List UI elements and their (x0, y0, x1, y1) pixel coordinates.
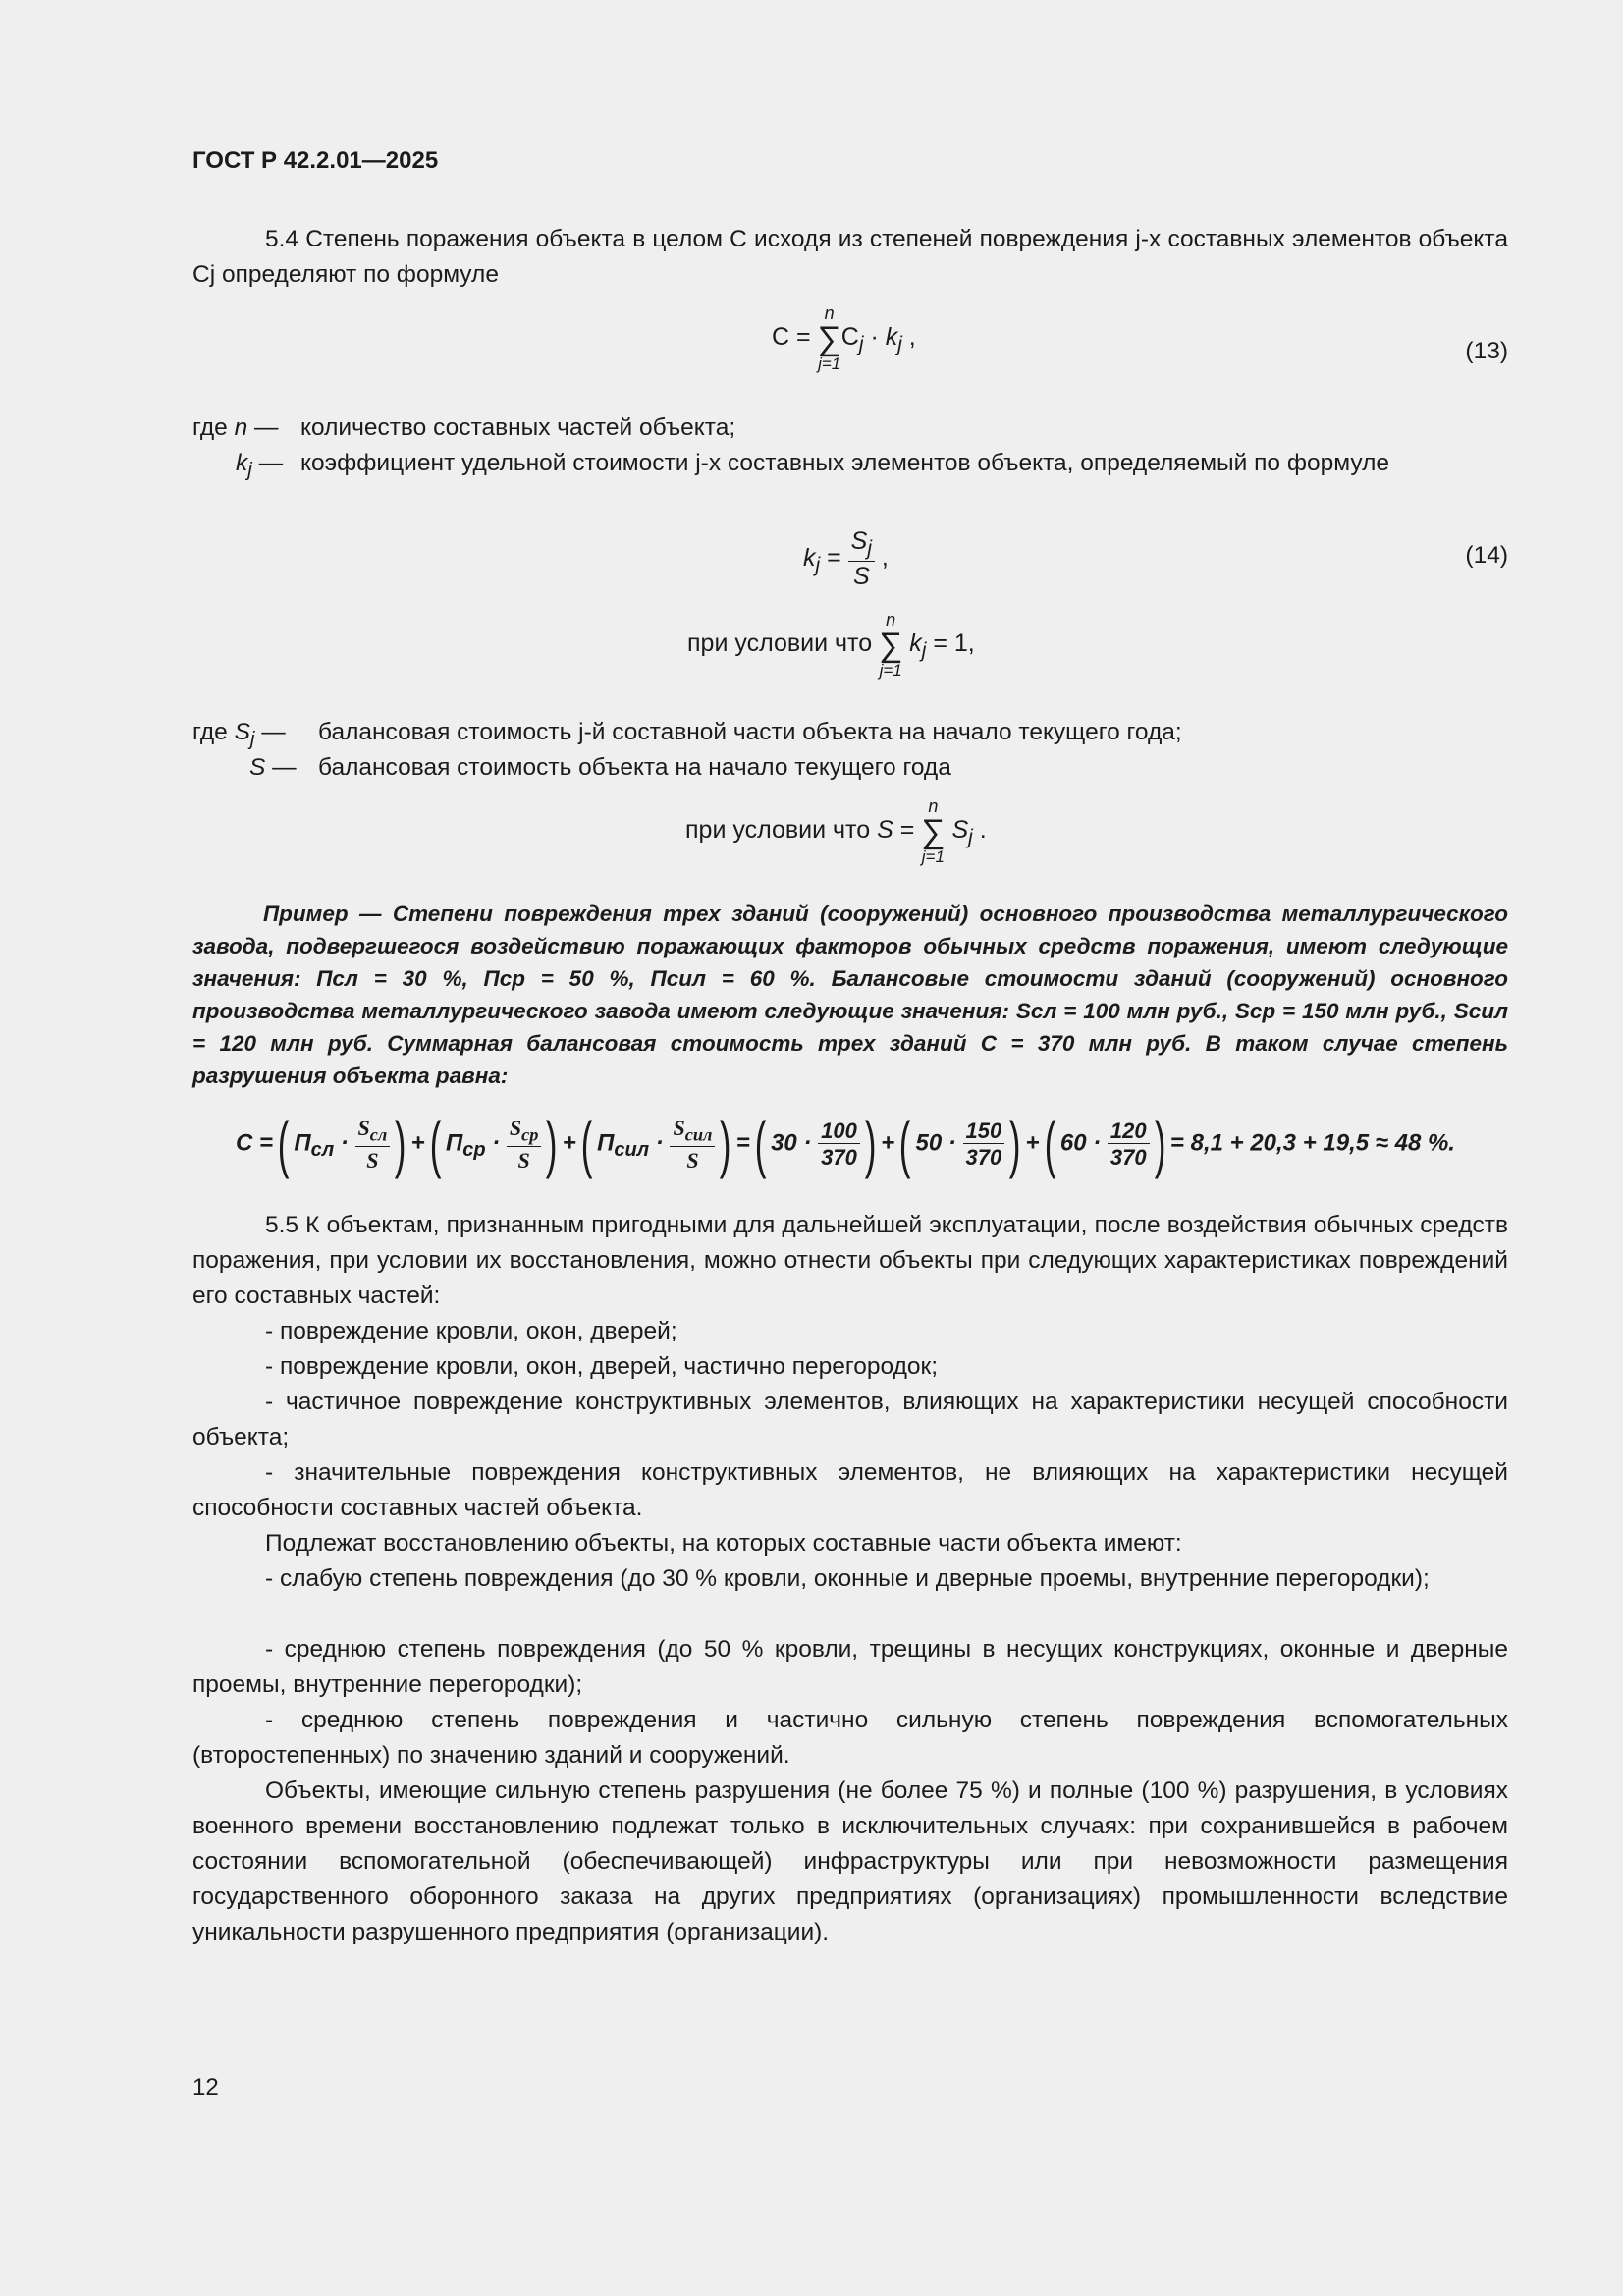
page-number: 12 (192, 2074, 219, 2101)
formula-13: С = n ∑ j=1 $С_j \cdot k_j$ , (772, 303, 916, 373)
paragraph-restore: Подлежат восстановлению объекты, на которых составные части объекта имеют: (265, 1530, 1182, 1557)
symbol-n: n (234, 414, 248, 441)
definition-n: количество составных частей объекта; (300, 414, 736, 441)
example-text: Пример — Степени повреждения трех зданий (сооружений) основного производства металлургического завода, подвергшегося воздействию поражающих факторов обычных средств поражения, имеют следующие значения: Псл = 30 %, Пср = 50 %, Псил = 60 %. Балансовые стоимости зданий (сооружений) основного производства металлургического завода имеют следующие значения: Sсл = 100 млн руб., Sср = 150 млн руб., Sсил = 120 млн руб. Суммарная балансовая стоимость трех зданий С = 370 млн руб. В таком случае степень разрушения объекта равна: (192, 902, 1508, 1088)
list-item: - слабую степень повреждения (до 30 % кровли, оконные и дверные проемы, внутренние перегородки); (265, 1565, 1430, 1592)
list-item: - повреждение кровли, окон, дверей, частично перегородок; (265, 1353, 939, 1380)
formula-13-number: (13) (1465, 338, 1508, 364)
document-header: ГОСТ Р 42.2.01—2025 (192, 147, 439, 174)
list-item: - частичное повреждение конструктивных элементов, влияющих на характеристики несущей способности объекта; (192, 1389, 1508, 1450)
paragraph-final: Объекты, имеющие сильную степень разрушения (не более 75 %) и полные (100 %) разрушения, в условиях военного времени восстановлению подлежат только в исключительных случаях: при сохранившейся в рабочем состоянии вспомогательной (обеспечивающей) инфраструктуры или при невозможности размещения государственного оборонного заказа на других предприятиях (организациях) промышленности вследствие уникальности разрушенного предприятия (организации). (192, 1777, 1508, 1945)
list-item: - среднюю степень повреждения (до 50 % кровли, трещины в несущих конструкциях, оконные и дверные проемы, внутренние перегородки); (192, 1636, 1508, 1698)
example-formula: С =( $П_{сл}$ · $\frac{S_{сл}}{S}$ ) +( $П_{ср}$ · $\frac{S_{ср}}{S}$ ) +( $П_{сил}$ · $\frac{S_{сил}}{S}$ ) =( 30 · $\frac{100}{370}$ ) +( 50 · $\frac{150}{370}$ ) +( 60 · $\frac{120}{370}$ ) = 8,1 + 20,3 + 19,5 ≈ 48 %. (236, 1109, 1455, 1179)
definition-sj: балансовая стоимость j-й составной части объекта на начало текущего года; (318, 719, 1182, 745)
formula-14-number: (14) (1465, 542, 1508, 569)
paragraph-5-5: 5.5 К объектам, признанным пригодными для дальнейшей эксплуатации, после воздействия обычных средств поражения, при условии их восстановления, можно отнести объекты при следующих характеристиках повреждений его составных частей: (192, 1212, 1508, 1309)
definition-kj: коэффициент удельной стоимости j-х составных элементов объекта, определяемый по формуле (300, 450, 1390, 476)
where-label: где n — (192, 414, 279, 441)
symbol-s: S — (249, 754, 297, 781)
condition-label-2: при условии что (685, 816, 871, 845)
paragraph-5-4: 5.4 Степень поражения объекта в целом С исходя из степеней повреждения j-х составных элементов объекта Cj определяют по формуле (192, 226, 1508, 288)
list-item: - значительные повреждения конструктивных элементов, не влияющих на характеристики несущей способности составных частей объекта. (192, 1459, 1508, 1521)
list-item: - повреждение кровли, окон, дверей; (265, 1318, 677, 1344)
where-label-2: где $S_j$ — (192, 719, 286, 750)
formula-14: $k_j$ = $\frac{S_j}{S}$ , (803, 527, 889, 590)
example-result: = 8,1 + 20,3 + 19,5 ≈ 48 %. (1169, 1129, 1455, 1157)
condition-label: при условии что (687, 629, 873, 658)
condition-2: при условии что S = n ∑ j=1 $S_j$ . (685, 796, 987, 866)
list-item: - среднюю степень повреждения и частично сильную степень повреждения вспомогательных (второстепенных) по значению зданий и сооружений. (192, 1707, 1508, 1769)
formula-14-condition: при условии что n ∑ j=1 $k_j = 1$, (687, 610, 975, 680)
definition-s: балансовая стоимость объекта на начало текущего года (318, 754, 951, 781)
symbol-kj: $k_j$ — (236, 450, 284, 481)
